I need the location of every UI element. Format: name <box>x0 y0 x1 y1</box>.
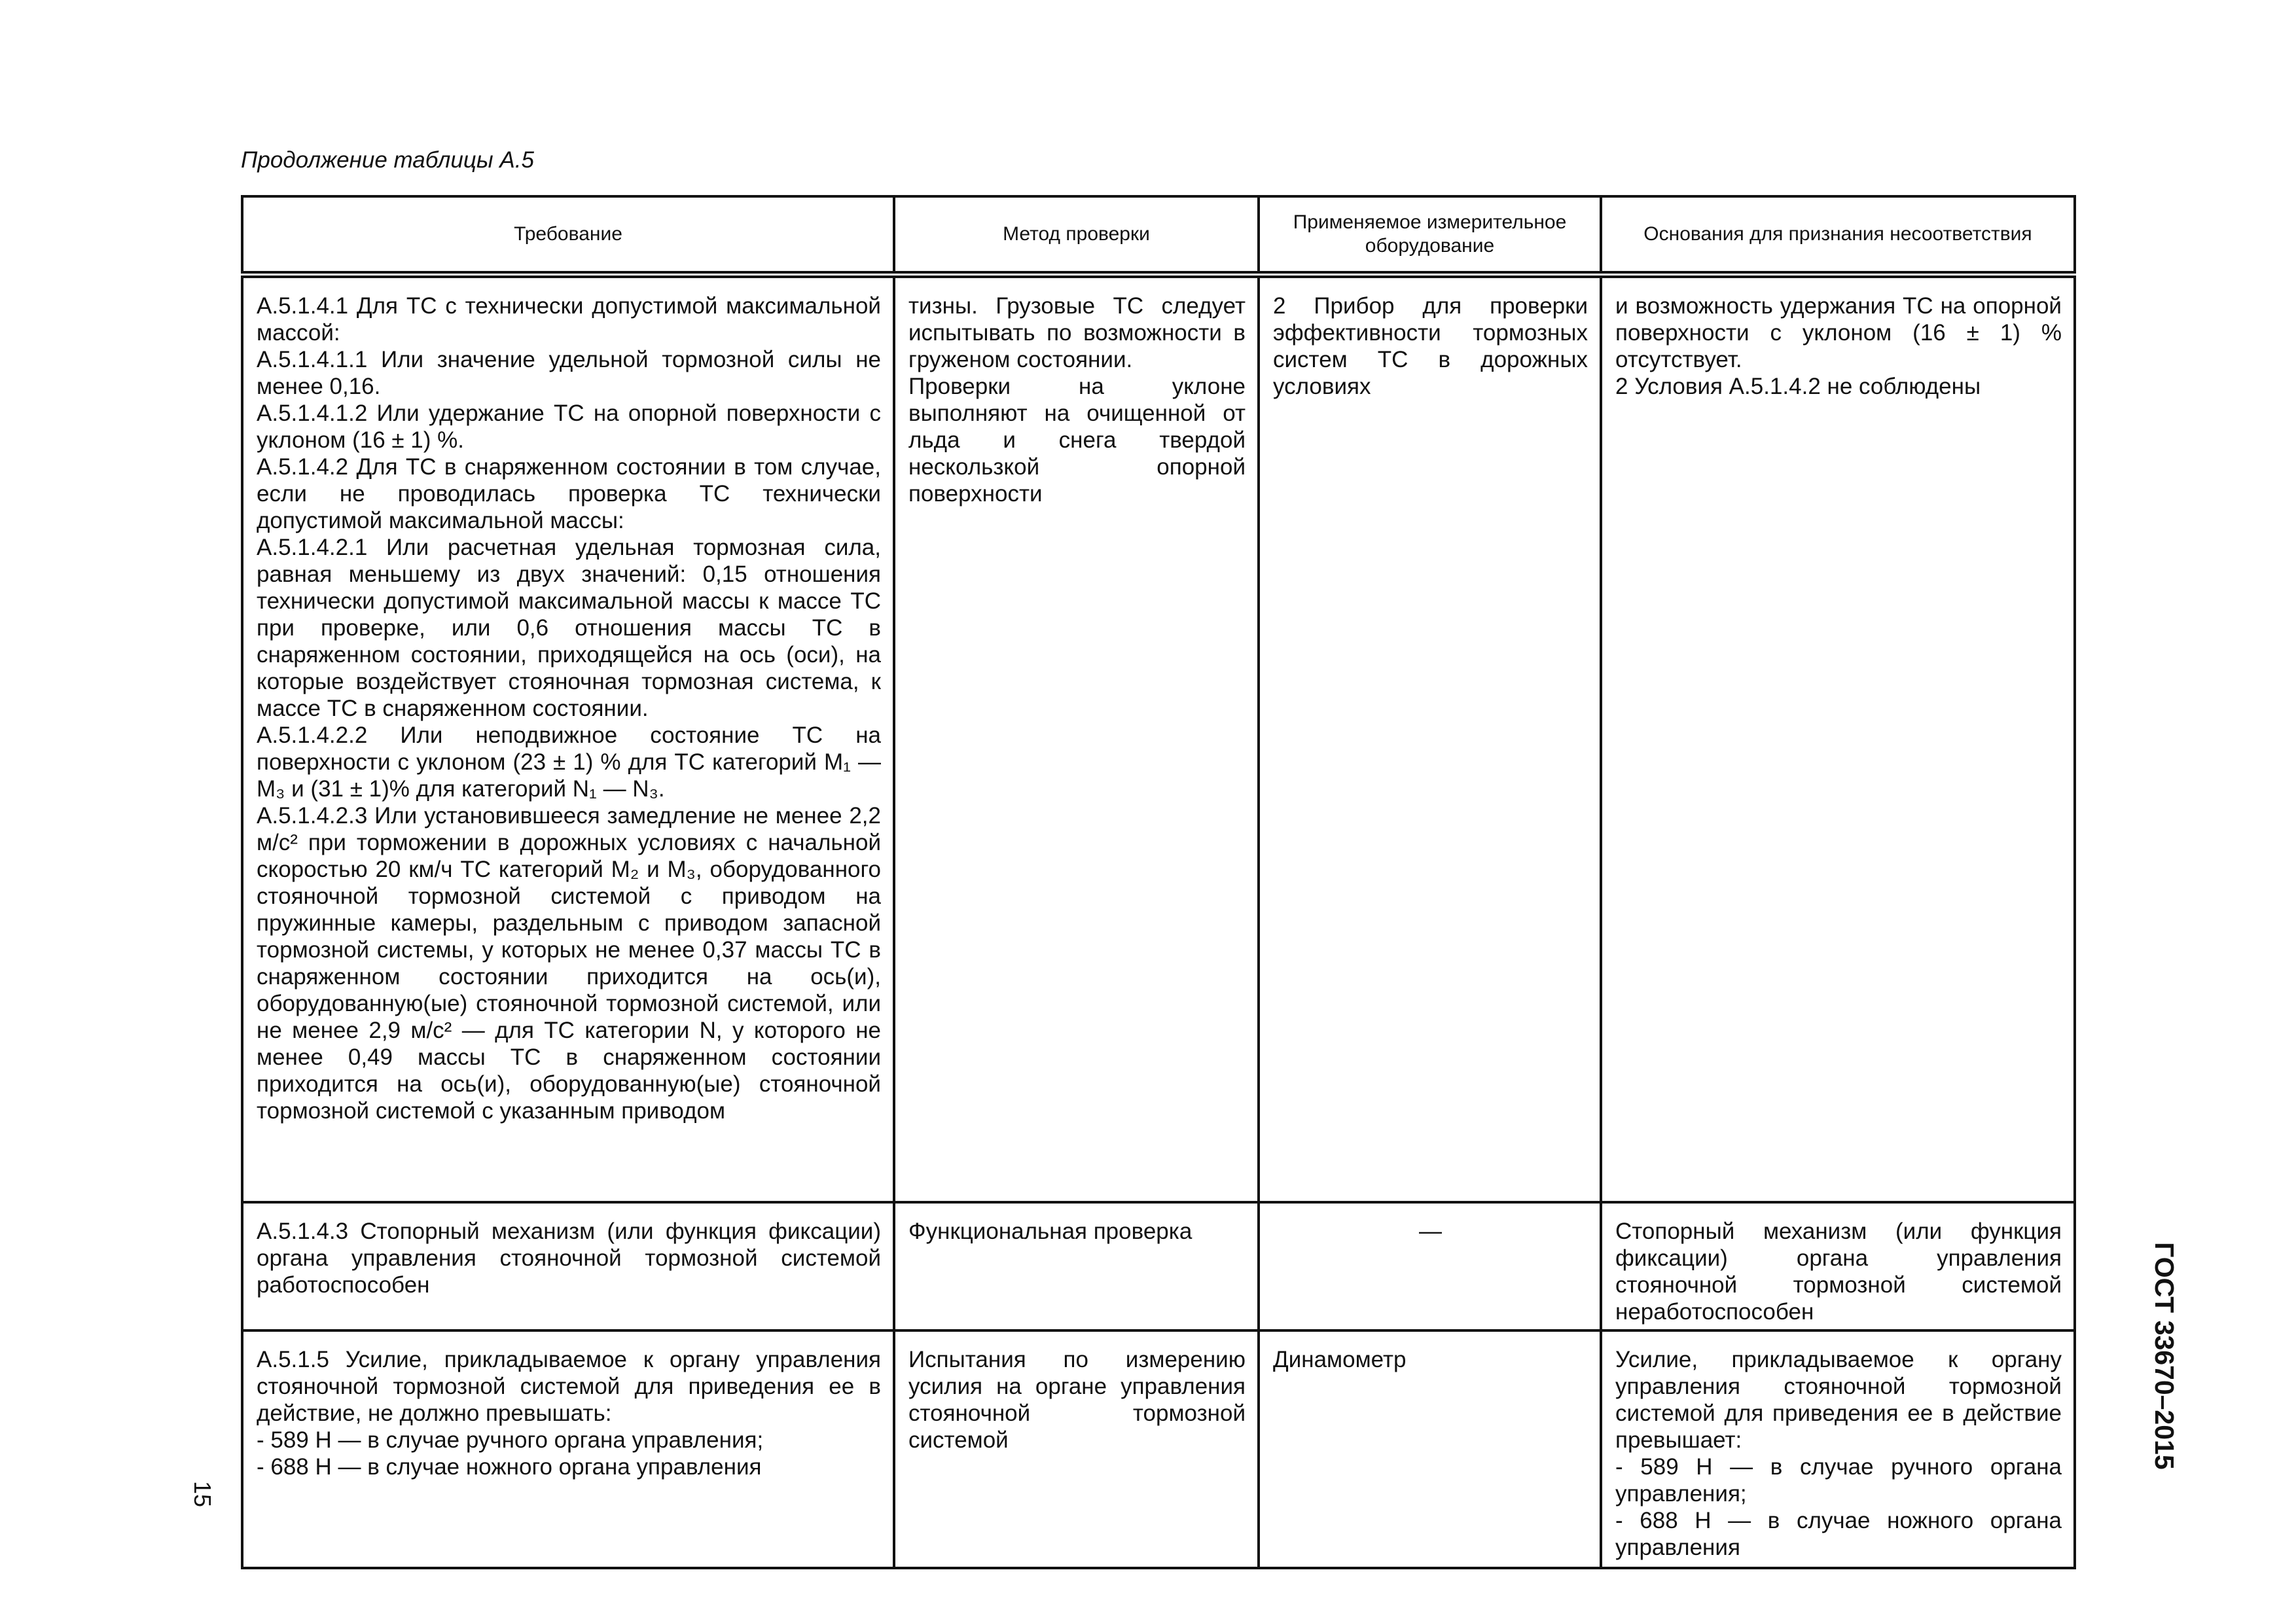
grounds-paragraph: 2 Условия А.5.1.4.2 не соблюдены <box>1615 374 1981 399</box>
table-caption: Продолжение таблицы А.5 <box>241 147 534 173</box>
method-paragraph: тизны. Грузовые ТС следует испытывать по возможности в груженом состоянии. <box>908 293 1246 372</box>
header-requirement: Требование <box>242 196 894 275</box>
method-paragraph: Проверки на уклоне выполняют на очищенной от льда и снега твердой нескользкой опорной поверхности <box>908 374 1246 507</box>
header-method: Метод проверки <box>894 196 1259 275</box>
grounds-cell <box>1601 275 2075 1202</box>
equipment-cell <box>1259 1330 1601 1568</box>
table-row <box>242 275 2075 1202</box>
requirement-paragraph: - 589 Н — в случае ручного органа управления; <box>257 1427 764 1453</box>
method-paragraph: Функциональная проверка <box>908 1218 1193 1244</box>
equipment-cell <box>1259 275 1601 1202</box>
method-cell <box>894 1330 1259 1568</box>
grounds-cell <box>1601 1330 2075 1568</box>
equipment-paragraph: Динамометр <box>1273 1346 1407 1372</box>
requirement-paragraph: А.5.1.4.1.1 Или значение удельной тормозной силы не менее 0,16. <box>257 347 881 399</box>
header-grounds: Основания для признания несоответствия <box>1601 196 2075 275</box>
table-row <box>242 1330 2075 1568</box>
requirement-paragraph: А.5.1.4.1 Для ТС с технически допустимой максимальной массой: <box>257 293 881 346</box>
requirement-cell <box>242 1202 894 1330</box>
requirement-cell <box>242 1330 894 1568</box>
method-cell <box>894 275 1259 1202</box>
method-paragraph: Испытания по измерению усилия на органе управления стояночной тормозной системой <box>908 1346 1246 1453</box>
grounds-cell <box>1601 1202 2075 1330</box>
equipment-paragraph: 2 Прибор для проверки эффективности тормозных систем ТС в дорожных условиях <box>1273 293 1588 399</box>
grounds-paragraph: Усилие, прикладываемое к органу управления стояночной тормозной системой для приведения ее в действие превышает: <box>1615 1346 2062 1453</box>
requirement-paragraph: А.5.1.4.2.1 Или расчетная удельная тормозная сила, равная меньшему из двух значений: 0,15 отношения технически допустимой максимальной массы к массе ТС при проверке, или 0,6 отношения массы ТС в снаряженном состоянии, приходящейся на ось (оси), на которые воздействует стояночная тормозная система, к массе ТС в снаряженном состоянии. <box>257 535 881 721</box>
equipment-cell <box>1259 1202 1601 1330</box>
table-row <box>242 1202 2075 1330</box>
grounds-paragraph: - 688 Н — в случае ножного органа управления <box>1615 1507 2062 1560</box>
header-equipment: Применяемое измерительное оборудование <box>1259 196 1601 275</box>
grounds-paragraph: - 589 Н — в случае ручного органа управления; <box>1615 1454 2062 1507</box>
requirement-paragraph: А.5.1.4.2 Для ТС в снаряженном состоянии в том случае, если не проводилась проверка ТС технически допустимой максимальной массы: <box>257 454 881 533</box>
grounds-paragraph: Стопорный механизм (или функция фиксации) органа управления стояночной тормозной системой неработоспособен <box>1615 1218 2062 1325</box>
grounds-paragraph: и возможность удержания ТС на опорной поверхности с уклоном (16 ± 1) % отсутствует. <box>1615 293 2062 372</box>
equipment-paragraph: — <box>1419 1218 1442 1244</box>
document-code: ГОСТ 33670–2015 <box>2149 1242 2179 1470</box>
page-number: 15 <box>189 1481 216 1508</box>
requirements-table <box>241 195 2076 1569</box>
method-cell <box>894 1202 1259 1330</box>
requirement-paragraph: - 688 Н — в случае ножного органа управления <box>257 1454 762 1480</box>
requirement-paragraph: А.5.1.5 Усилие, прикладываемое к органу управления стояночной тормозной системой для приведения ее в действие, не должно превышать: <box>257 1346 881 1426</box>
requirement-paragraph: А.5.1.4.1.2 Или удержание ТС на опорной поверхности с уклоном (16 ± 1) %. <box>257 401 881 453</box>
requirement-paragraph: А.5.1.4.2.2 Или неподвижное состояние ТС на поверхности с уклоном (23 ± 1) % для ТС категорий M₁ — M₃ и (31 ± 1)% для категорий N₁ — N₃. <box>257 722 881 802</box>
requirement-paragraph: А.5.1.4.3 Стопорный механизм (или функция фиксации) органа управления стояночной тормозной системой работоспособен <box>257 1218 881 1298</box>
table-header-row <box>242 196 2075 275</box>
requirement-paragraph: А.5.1.4.2.3 Или установившееся замедление не менее 2,2 м/с² при торможении в дорожных условиях с начальной скоростью 20 км/ч ТС категорий M₂ и M₃, оборудованного стояночной тормозной системой с приводом на пружинные камеры, раздельным с приводом запасной тормозной системы, у которых не менее 0,37 массы ТС в снаряженном состоянии приходится на ось(и), оборудованную(ые) стояночной тормозной системой, или не менее 2,9 м/с² — для ТС категории N, у которого не менее 0,49 массы ТС в снаряженном состоянии приходится на ось(и), оборудованную(ые) стояночной тормозной системой с указанным приводом <box>257 803 881 1124</box>
requirement-cell <box>242 275 894 1202</box>
